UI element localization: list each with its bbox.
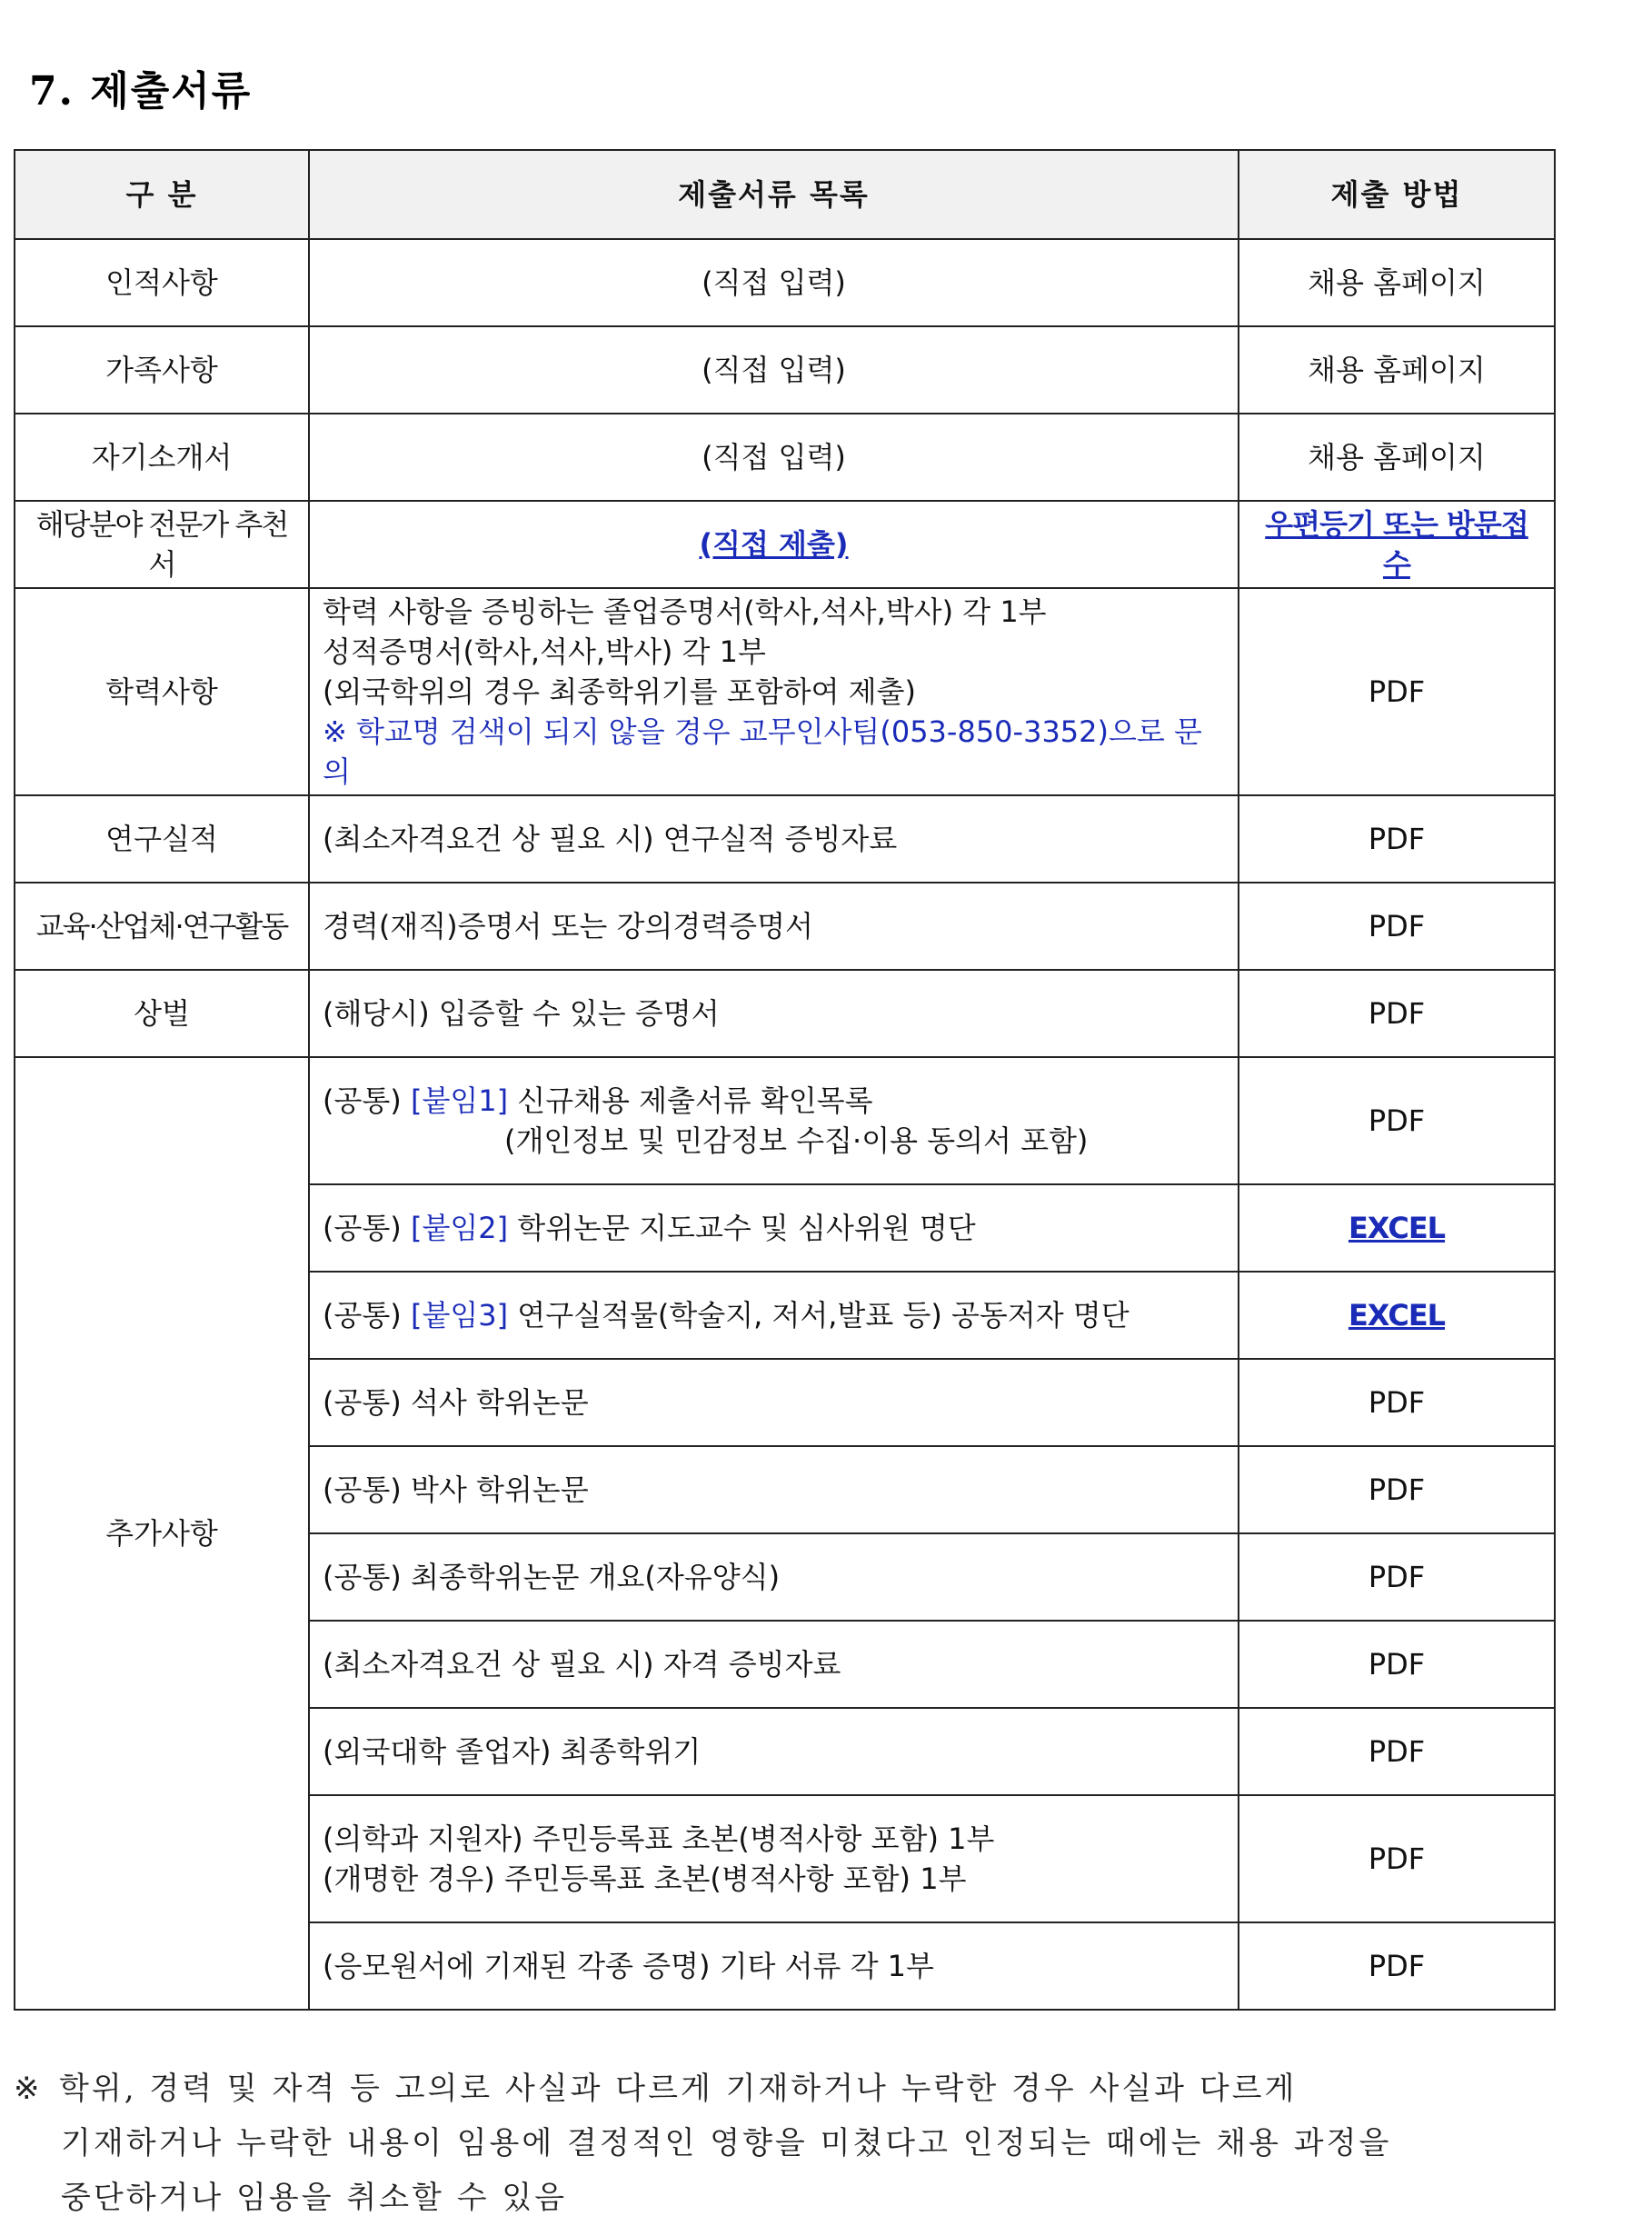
row-document [309, 1057, 1239, 1184]
row-method: 채용 홈페이지 [1239, 326, 1555, 414]
note-line: 학위, 경력 및 자격 등 고의로 사실과 다르게 기재하거나 누락한 경우 사실과 다르게 [59, 2071, 1298, 2107]
doc-prefix: (공통) [323, 1298, 411, 1333]
header-category: 구 분 [15, 150, 309, 239]
table-header-row [15, 150, 1555, 239]
table-row [15, 588, 1555, 795]
doc-line: (의학과 지원자) 주민등록표 초본(병적사항 포함) 1부 [323, 1822, 995, 1856]
note-mark: ※ [14, 2071, 43, 2107]
row-method: 채용 홈페이지 [1239, 414, 1555, 501]
row-document: (해당시) 입증할 수 있는 증명서 [309, 970, 1239, 1057]
row-category: 가족사항 [15, 326, 309, 414]
section-title: 7. 제출서류 [29, 68, 253, 115]
row-document [309, 1272, 1239, 1359]
row-method: PDF [1239, 1795, 1555, 1922]
attachment-tag: [붙임1] [410, 1083, 509, 1118]
row-method: PDF [1239, 883, 1555, 970]
row-document [309, 588, 1239, 795]
row-method: PDF [1239, 1708, 1555, 1795]
row-method: PDF [1239, 1359, 1555, 1446]
row-document [309, 501, 1239, 588]
row-method: PDF [1239, 1533, 1555, 1621]
doc-prefix: (공통) [323, 1083, 411, 1118]
row-document: (직접 입력) [309, 239, 1239, 326]
table-row [15, 326, 1555, 414]
row-document: (공통) 석사 학위논문 [309, 1359, 1239, 1446]
row-method: PDF [1239, 588, 1555, 795]
row-document: (공통) 최종학위논문 개요(자유양식) [309, 1533, 1239, 1621]
row-method: PDF [1239, 1057, 1555, 1184]
row-document: (응모원서에 기재된 각종 증명) 기타 서류 각 1부 [309, 1922, 1239, 2010]
excel-download-link[interactable]: EXCEL [1348, 1298, 1446, 1333]
note-line: 기재하거나 누락한 내용이 임용에 결정적인 영향을 미쳤다고 인정되는 때에는 채용 과정을 [61, 2125, 1392, 2161]
direct-submit-link[interactable]: (직접 제출) [699, 527, 849, 562]
row-category: 상벌 [15, 970, 309, 1057]
table-row [15, 795, 1555, 883]
doc-text: 연구실적물(학술지, 저서,발표 등) 공동저자 명단 [508, 1298, 1130, 1333]
row-method: PDF [1239, 1922, 1555, 2010]
row-category: 자기소개서 [15, 414, 309, 501]
row-document: (직접 입력) [309, 326, 1239, 414]
row-category: 연구실적 [15, 795, 309, 883]
mail-or-visit-link[interactable]: 우편등기 또는 방문접수 [1265, 507, 1528, 582]
note-line: 중단하거나 임용을 취소할 수 있음 [61, 2180, 568, 2216]
row-document: (공통) 박사 학위논문 [309, 1446, 1239, 1533]
footnote [14, 2061, 1622, 2225]
doc-line2: (개인정보 및 민감정보 수집·이용 동의서 포함) [504, 1123, 1089, 1158]
row-category-extra: 추가사항 [15, 1057, 309, 2010]
attachment-tag: [붙임2] [410, 1211, 509, 1245]
row-method: PDF [1239, 970, 1555, 1057]
table-row [15, 414, 1555, 501]
row-method [1239, 1184, 1555, 1272]
row-method [1239, 1272, 1555, 1359]
header-method: 제출 방법 [1239, 150, 1555, 239]
row-document: (최소자격요건 상 필요 시) 연구실적 증빙자료 [309, 795, 1239, 883]
row-method [1239, 501, 1555, 588]
doc-line2: (개명한 경우) 주민등록표 초본(병적사항 포함) 1부 [323, 1862, 967, 1896]
excel-download-link[interactable]: EXCEL [1348, 1211, 1446, 1245]
header-documents: 제출서류 목록 [309, 150, 1239, 239]
doc-text: 학위논문 지도교수 및 심사위원 명단 [508, 1211, 976, 1245]
table-row [15, 501, 1555, 588]
table-row [15, 970, 1555, 1057]
row-method: PDF [1239, 1621, 1555, 1708]
table-row [15, 239, 1555, 326]
row-document: 경력(재직)증명서 또는 강의경력증명서 [309, 883, 1239, 970]
doc-note: ※ 학교명 검색이 되지 않을 경우 교무인사팀(053-850-3352)으로 문의 [323, 714, 1202, 789]
doc-text: 신규채용 제출서류 확인목록 [508, 1083, 873, 1118]
row-category: 학력사항 [15, 588, 309, 795]
row-method: 채용 홈페이지 [1239, 239, 1555, 326]
submission-documents-table [14, 149, 1556, 2011]
row-document [309, 1184, 1239, 1272]
row-document: (최소자격요건 상 필요 시) 자격 증빙자료 [309, 1621, 1239, 1708]
doc-prefix: (공통) [323, 1211, 411, 1245]
row-category: 해당분야 전문가 추천서 [15, 501, 309, 588]
attachment-tag: [붙임3] [410, 1298, 509, 1333]
row-method: PDF [1239, 795, 1555, 883]
row-document: (직접 입력) [309, 414, 1239, 501]
row-category: 인적사항 [15, 239, 309, 326]
table-row [15, 1057, 1555, 1184]
doc-line: (외국학위의 경우 최종학위기를 포함하여 제출) [323, 674, 916, 709]
row-document [309, 1795, 1239, 1922]
row-document: (외국대학 졸업자) 최종학위기 [309, 1708, 1239, 1795]
row-method: PDF [1239, 1446, 1555, 1533]
table-row [15, 883, 1555, 970]
doc-line: 학력 사항을 증빙하는 졸업증명서(학사,석사,박사) 각 1부 [323, 594, 1047, 629]
doc-line: 성적증명서(학사,석사,박사) 각 1부 [323, 634, 766, 669]
row-category: 교육·산업체·연구활동 [15, 883, 309, 970]
